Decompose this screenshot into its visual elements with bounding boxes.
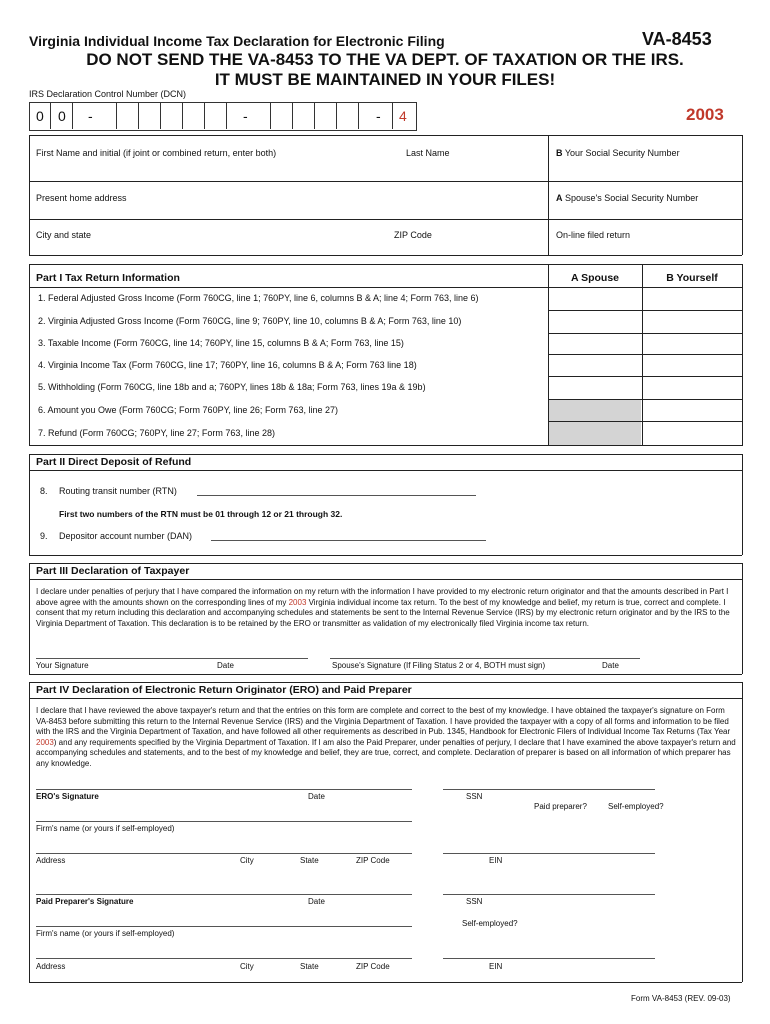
col-a-spouse: A Spouse — [570, 272, 620, 284]
city-state-label: City and state — [36, 230, 92, 240]
part1-line-6: 6. Amount you Owe (Form 760CG; Form 760PY, line 26; Form 763, line 27) — [38, 405, 338, 415]
ero-ssn-label: SSN — [466, 792, 483, 801]
part3-text-2: Virginia individual income tax return. To the best of my knowledge and belief, my return is true, correct and complete. I consent that my return including this declaration and accompanying schedules and statements be sent to the Internal Revenue Service (IRS) by my electronic return originator and by the IRS to the Virginia Department of Taxation. This declaration is to be retained by the ERO or transmitter as validation of my electronically filed Virginia income tax return. — [36, 597, 730, 628]
dcn-label: IRS Declaration Control Number (DCN) — [29, 89, 187, 99]
part1-line-4: 4. Virginia Income Tax (Form 760CG, line 17; 760PY, line 16, columns B & A; Form 763 line 18) — [38, 360, 417, 370]
dcn-dash-3: - — [376, 108, 381, 124]
ero-date-label: Date — [308, 792, 325, 801]
part1-line-5: 5. Withholding (Form 760CG, line 18b and a; 760PY, lines 18b & 18a; Form 763, lines 19a & 19b) — [38, 382, 426, 392]
preparer-firm-line[interactable] — [36, 926, 412, 927]
form-title: Virginia Individual Income Tax Declaration for Electronic Filing — [29, 33, 445, 49]
part4-text-2: ) and any requirements specified by the Virginia Department of Taxation. If I am also the Paid Preparer, under penalties of perjury, I declare that I have examined the above taxpayer's return and accompanying schedules and statements, and to the best of my knowledge and belief, they are true, correct, and complete. Declaration of preparer is based on all information of which preparer has any knowledge. — [36, 737, 736, 768]
ero-address-line[interactable] — [36, 853, 412, 854]
dan-label: Depositor account number (DAN) — [59, 531, 193, 541]
dcn-digit-last: 4 — [399, 108, 407, 124]
part3-declaration — [36, 587, 736, 629]
ssn-b-prefix: B — [556, 148, 563, 158]
first-name-label: First Name and initial (if joint or combined return, enter both) — [36, 148, 277, 158]
warning-line-1: DO NOT SEND THE VA-8453 TO THE VA DEPT. OF TAXATION OR THE IRS. — [86, 50, 684, 69]
ero-zip-label: ZIP Code — [356, 856, 390, 865]
form-revision: Form VA-8453 (REV. 09-03) — [631, 994, 731, 1003]
warning-line-2: IT MUST BE MAINTAINED IN YOUR FILES! — [214, 70, 556, 89]
part1-line-3: 3. Taxable Income (Form 760CG, line 14; 760PY, line 15, columns B & A; Form 763, line 15) — [38, 338, 404, 348]
ero-firm-label: Firm's name (or yours if self-employed) — [36, 824, 175, 833]
ero-firm-line[interactable] — [36, 821, 412, 822]
part3-heading: Part III Declaration of Taxpayer — [36, 565, 190, 577]
preparer-ein-label: EIN — [489, 962, 503, 971]
your-signature-line[interactable] — [36, 658, 308, 659]
your-signature-label: Your Signature — [36, 661, 89, 670]
preparer-ssn-line[interactable] — [443, 894, 655, 895]
online-filed-label: On-line filed return — [556, 230, 631, 240]
ero-ein-line[interactable] — [443, 853, 655, 854]
ero-signature-label: ERO's Signature — [36, 792, 99, 801]
your-signature-date-label: Date — [217, 661, 234, 670]
part1-line-7: 7. Refund (Form 760CG; 760PY, line 27; Form 763, line 28) — [38, 428, 275, 438]
preparer-signature-line[interactable] — [36, 894, 412, 895]
col-b-yourself: B Yourself — [666, 272, 718, 284]
part1-line-2: 2. Virginia Adjusted Gross Income (Form 760CG, line 9; 760PY, line 10, columns B & A; Form 763, line 10) — [38, 316, 462, 326]
part4-declaration — [36, 706, 736, 770]
ero-state-label: State — [300, 856, 319, 865]
spouse-signature-line[interactable] — [330, 658, 640, 659]
preparer-firm-label: Firm's name (or yours if self-employed) — [36, 929, 175, 938]
preparer-date-label: Date — [308, 897, 325, 906]
ero-ein-label: EIN — [489, 856, 503, 865]
self-employed-question[interactable]: Self-employed? — [608, 802, 664, 811]
rtn-note: First two numbers of the RTN must be 01 through 12 or 21 through 32. — [59, 509, 343, 519]
spouse-refund-shaded — [549, 422, 641, 445]
part4-year: 2003 — [36, 737, 54, 747]
preparer-ein-line[interactable] — [443, 958, 655, 959]
dcn-digit-1: 0 — [36, 108, 44, 124]
preparer-address-label: Address — [36, 962, 66, 971]
your-ssn-label — [556, 148, 680, 158]
spouse-signature-date-label: Date — [602, 661, 619, 670]
spouse-signature-label: Spouse's Signature (If Filing Status 2 or 4, BOTH must sign) — [332, 661, 546, 670]
part4-text-1: I declare that I have reviewed the above taxpayer's return and that the entries on this form are complete and correct to the best of my knowledge. I have obtained the taxpayer's signature on Form VA-8453 before submitting this return to the Internal Revenue Service (IRS) and the Virginia Department of Taxation. I have provided the taxpayer with a copy of all forms and information to be filed with the IRS and the Virginia Department of Taxation, and have followed all other requirements as described in Pub. 1345, Handbook for Electronic Filers of Individual Income Tax Returns (Tax Year — [36, 706, 731, 737]
address-label: Present home address — [36, 193, 127, 203]
spouse-amount-owe-shaded — [549, 400, 641, 421]
paid-preparer-question[interactable]: Paid preparer? — [534, 802, 587, 811]
your-ssn-text: Your Social Security Number — [564, 148, 680, 158]
preparer-zip-label: ZIP Code — [356, 962, 390, 971]
ssn-a-prefix: A — [556, 193, 563, 203]
dan-input[interactable] — [211, 540, 486, 541]
dcn-digit-2: 0 — [58, 108, 66, 124]
last-name-label: Last Name — [406, 148, 450, 158]
preparer-state-label: State — [300, 962, 319, 971]
dcn-dash-2: - — [243, 108, 248, 124]
form-id: VA-8453 — [642, 29, 712, 49]
part2-heading: Part II Direct Deposit of Refund — [36, 456, 192, 468]
spouse-ssn-label — [556, 193, 698, 203]
line8-num: 8. — [40, 486, 48, 496]
zip-label: ZIP Code — [394, 230, 432, 240]
ero-address-label: Address — [36, 856, 66, 865]
part3-text-1: I declare under penalties of perjury that I have compared the information on my return with the information I have provided to my electronic return originator and that the amounts described in Part I above agree with the amounts shown on the corresponding lines of my — [36, 587, 729, 607]
tax-year: 2003 — [686, 105, 724, 124]
preparer-signature-label: Paid Preparer's Signature — [36, 897, 134, 906]
part3-year: 2003 — [288, 597, 307, 607]
preparer-address-line[interactable] — [36, 958, 412, 959]
dcn-dash-1: - — [88, 108, 93, 124]
preparer-ssn-label: SSN — [466, 897, 483, 906]
part4-heading: Part IV Declaration of Electronic Return Originator (ERO) and Paid Preparer — [36, 684, 412, 696]
spouse-ssn-text: Spouse's Social Security Number — [565, 193, 699, 203]
ero-city-label: City — [240, 856, 254, 865]
rtn-label: Routing transit number (RTN) — [59, 486, 177, 496]
part1-heading: Part I Tax Return Information — [36, 272, 180, 284]
part1-line-1: 1. Federal Adjusted Gross Income (Form 760CG, line 1; 760PY, line 6, columns B & A; line 4; Form 763, line 6) — [38, 293, 479, 303]
line9-num: 9. — [40, 531, 48, 541]
preparer-city-label: City — [240, 962, 254, 971]
rtn-input[interactable] — [197, 495, 476, 496]
ero-signature-line[interactable] — [36, 789, 412, 790]
preparer-self-employed-question[interactable]: Self-employed? — [462, 919, 518, 928]
ero-ssn-line[interactable] — [443, 789, 655, 790]
